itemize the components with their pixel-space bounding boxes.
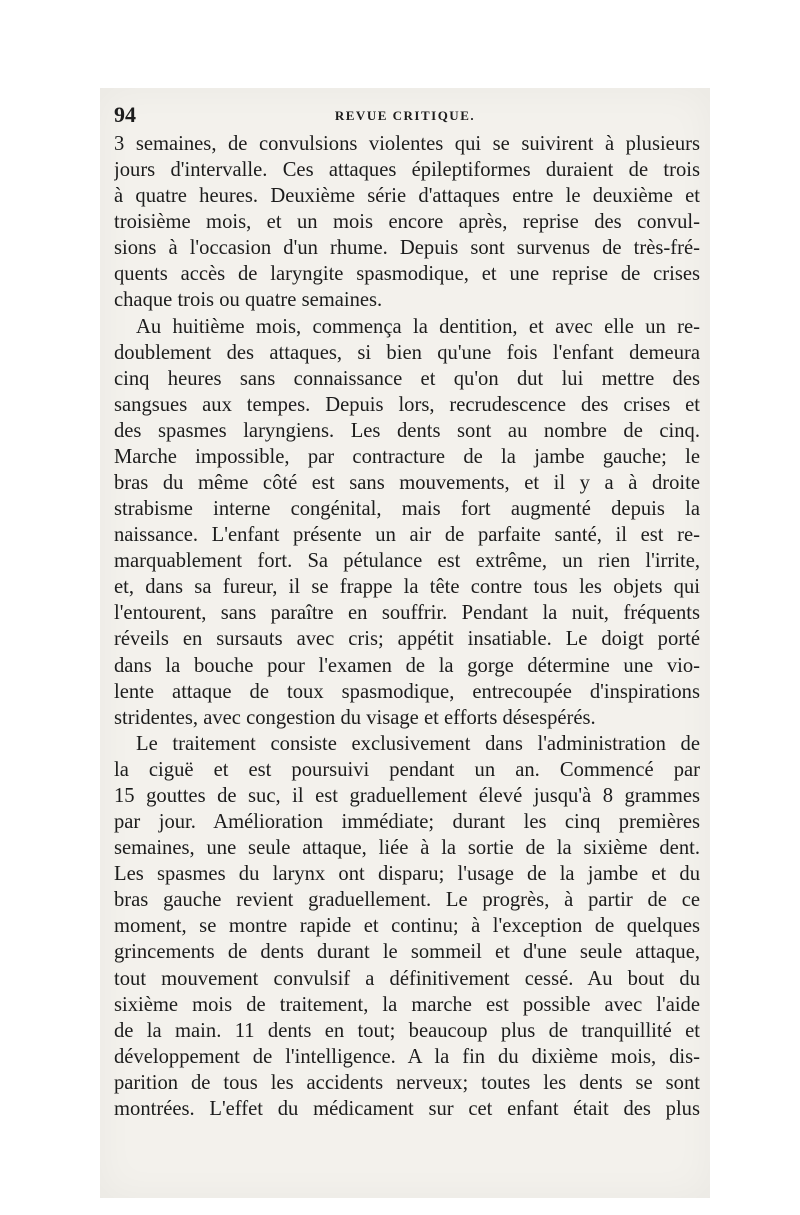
text-line: naissance. L'enfant présente un air de parfaite santé, il est re-	[114, 524, 700, 547]
running-title: REVUE CRITIQUE.	[334, 108, 476, 123]
text-line: bras gauche revient graduellement. Le progrès, à partir de ce	[114, 889, 700, 912]
text-line: Les spasmes du larynx ont disparu; l'usage de la jambe et du	[114, 863, 700, 886]
text-line: tout mouvement convulsif a définitivement cessé. Au bout du	[114, 967, 700, 990]
text-line: doublement des attaques, si bien qu'une fois l'enfant demeura	[114, 341, 700, 364]
text-line: Au huitième mois, commença la dentition, et avec elle un re-	[136, 315, 700, 338]
text-line: cinq heures sans connaissance et qu'on dut lui mettre des	[114, 367, 700, 390]
text-line: moment, se montre rapide et continu; à l'exception de quelques	[114, 915, 700, 938]
text-line: semaines, une seule attaque, liée à la sortie de la sixième dent.	[114, 837, 700, 860]
text-line: lente attaque de toux spasmodique, entrecoupée d'inspirations	[114, 680, 700, 703]
text-line: à quatre heures. Deuxième série d'attaques entre le deuxième et	[114, 185, 700, 208]
text-line: chaque trois ou quatre semaines.	[114, 289, 383, 312]
text-line: et, dans sa fureur, il se frappe la tête contre tous les objets qui	[114, 576, 700, 599]
text-line: des spasmes laryngiens. Les dents sont au nombre de cinq.	[114, 419, 700, 442]
text-line: de la main. 11 dents en tout; beaucoup plus de tranquillité et	[114, 1019, 700, 1042]
text-line: marquablement fort. Sa pétulance est extrême, un rien l'irrite,	[114, 550, 700, 573]
text-line: sangsues aux tempes. Depuis lors, recrudescence des crises et	[114, 393, 700, 416]
text-line: réveils en sursauts avec cris; appétit insatiable. Le doigt porté	[114, 628, 700, 651]
page-number: 94	[114, 102, 136, 127]
text-line: Marche impossible, par contracture de la jambe gauche; le	[114, 445, 700, 468]
text-line: la ciguë et est poursuivi pendant un an. Commencé par	[114, 758, 700, 781]
text-line: troisième mois, et un mois encore après, reprise des convul-	[114, 211, 700, 234]
text-line: grincements de dents durant le sommeil et d'une seule attaque,	[114, 941, 700, 964]
body-text	[114, 131, 700, 1122]
text-line: par jour. Amélioration immédiate; durant les cinq premières	[114, 811, 700, 834]
running-head	[112, 102, 698, 130]
text-line: bras du même côté est sans mouvements, et il y a à droite	[114, 472, 700, 495]
text-line: sions à l'occasion d'un rhume. Depuis sont survenus de très-fré-	[114, 237, 700, 260]
text-line: dans la bouche pour l'examen de la gorge détermine une vio-	[114, 654, 700, 677]
text-line: strabisme interne congénital, mais fort augmenté depuis la	[114, 498, 700, 521]
text-line: quents accès de laryngite spasmodique, et une reprise de crises	[114, 263, 700, 286]
text-line: l'entourent, sans paraître en souffrir. Pendant la nuit, fréquents	[114, 602, 700, 625]
text-line: parition de tous les accidents nerveux; toutes les dents se sont	[114, 1071, 700, 1094]
text-line: montrées. L'effet du médicament sur cet enfant était des plus	[114, 1097, 700, 1120]
text-line: 15 gouttes de suc, il est graduellement élevé jusqu'à 8 grammes	[114, 784, 700, 807]
text-line: Le traitement consiste exclusivement dans l'administration de	[136, 732, 700, 755]
text-line: développement de l'intelligence. A la fin du dixième mois, dis-	[114, 1045, 700, 1068]
text-line: jours d'intervalle. Ces attaques épileptiformes duraient de trois	[114, 159, 700, 182]
text-line: stridentes, avec congestion du visage et efforts désespérés.	[114, 706, 596, 729]
text-line: 3 semaines, de convulsions violentes qui se suivirent à plusieurs	[114, 133, 700, 155]
text-line: sixième mois de traitement, la marche est possible avec l'aide	[114, 993, 700, 1016]
